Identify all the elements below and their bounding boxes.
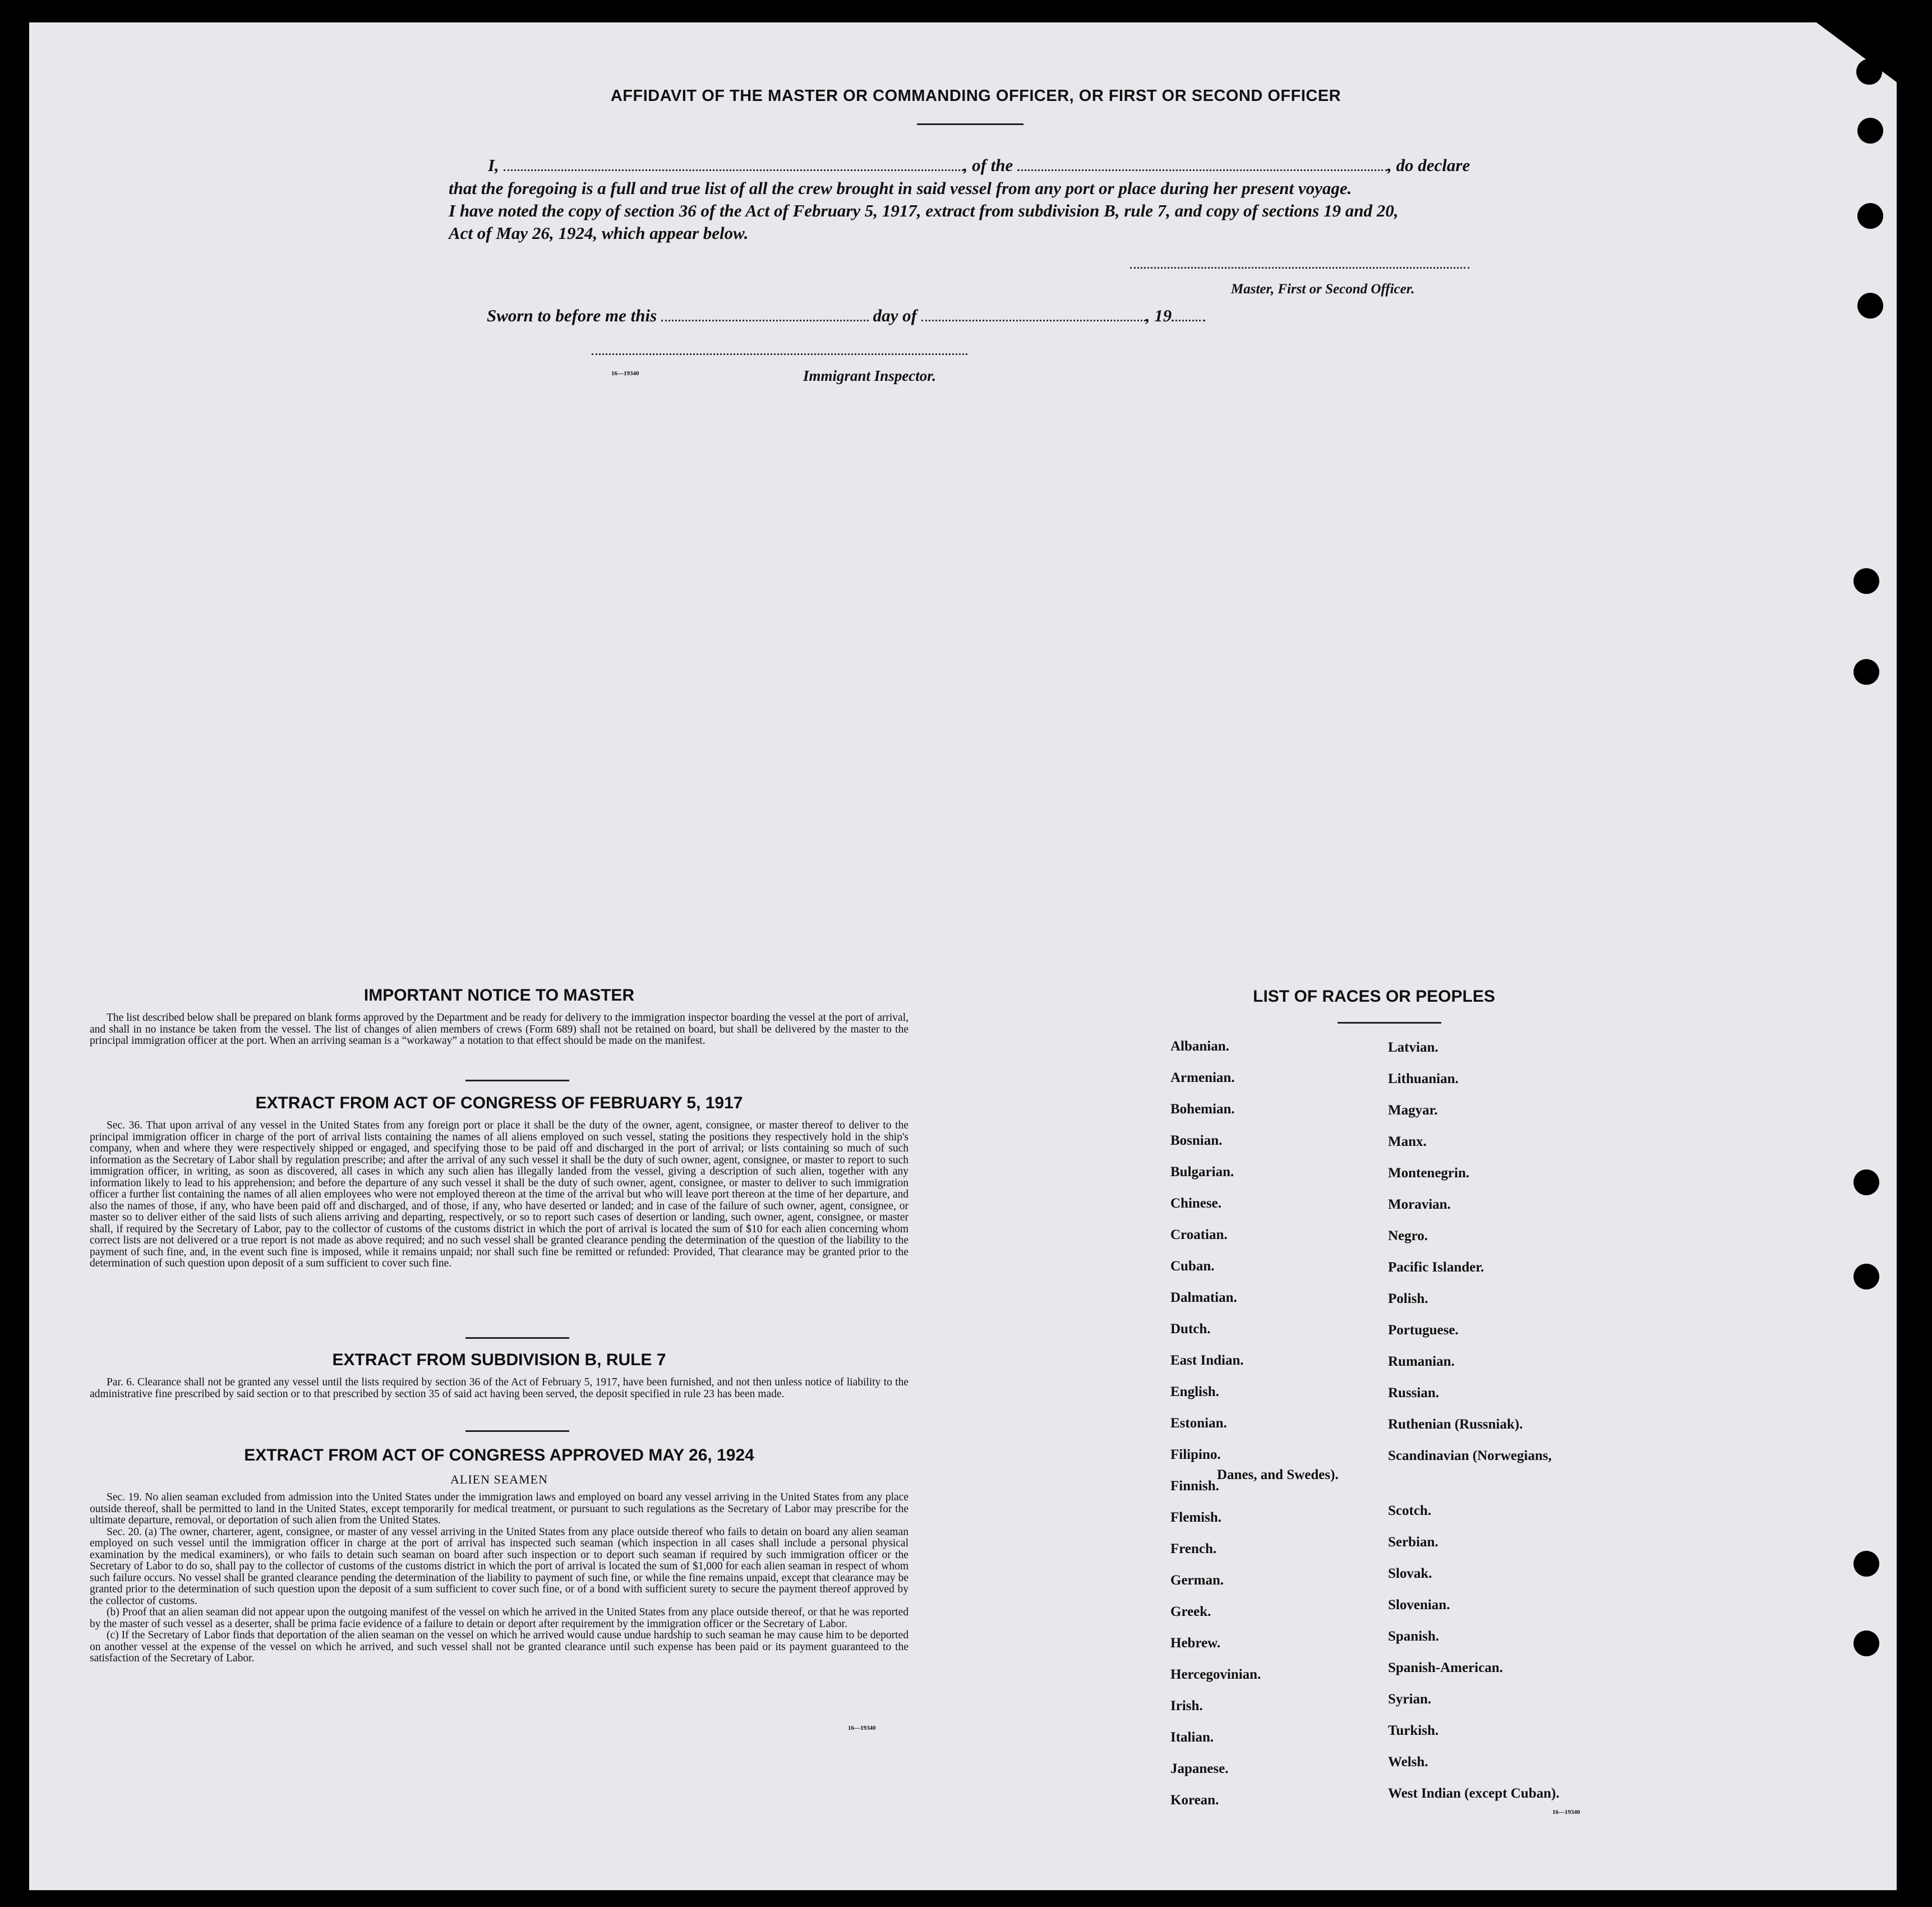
race-item: Bosnian. (1170, 1133, 1223, 1148)
affidavit-title: AFFIDAVIT OF THE MASTER OR COMMANDING OFFICER, OR FIRST OR SECOND OFFICER (610, 87, 1341, 105)
race-item: Slovenian. (1388, 1597, 1450, 1613)
race-item: Finnish. (1170, 1478, 1219, 1494)
race-item: Chinese. (1170, 1196, 1221, 1211)
race-item: West Indian (except Cuban). (1388, 1786, 1560, 1801)
declarant-prefix: I, (488, 155, 499, 175)
punch-hole (1857, 203, 1883, 229)
race-item: Polish. (1388, 1291, 1428, 1306)
master-signature-field[interactable] (1130, 267, 1469, 269)
sworn-day-field[interactable] (661, 303, 869, 321)
punch-hole (1853, 1169, 1879, 1195)
race-item: Portuguese. (1388, 1323, 1459, 1338)
race-item: Spanish-American. (1388, 1660, 1503, 1675)
extract-1924-text (90, 1492, 909, 1665)
race-item: Syrian. (1388, 1692, 1432, 1707)
punch-hole (1853, 1630, 1879, 1656)
sworn-line (487, 303, 1272, 327)
race-item: Flemish. (1170, 1510, 1221, 1525)
race-item: Irish. (1170, 1698, 1203, 1713)
race-item: Latvian. (1388, 1040, 1438, 1055)
sec-20c-text: (c) If the Secretary of Labor finds that deportation of the alien seaman on the vessel on which he arrived would cause undue hardship to such seaman he may cause him to be deported on another vessel at the expense of the vessel on which he arrived, and such vessel shall not be granted clearance until such expense has been paid or its payment guaranteed to the satisfaction of the Secretary of Labor. (90, 1629, 909, 1664)
race-item: Bulgarian. (1170, 1164, 1234, 1180)
race-item: Armenian. (1170, 1070, 1235, 1085)
race-item: Montenegrin. (1388, 1166, 1470, 1181)
sec-20a-text: Sec. 20. (a) The owner, charterer, agent, consignee, or master of any vessel arriving in the United States from any place outside thereof who fails to detain on board any alien seaman employed on such vessel until the immigration officer in charge at the port of arrival has inspected such seaman (which inspection in all cases shall include a personal physical examination by the medical examiners), or who fails to detain such seaman on board after such inspection or to deport such seaman if required by such immigration officer or the Secretary of Labor to do so, shall pay to the collector of customs of the customs district in which the port of arrival is located the sum of $1,000 for each alien seaman in respect of whom such failure occurs. No vessel shall be granted clearance pending the determination of the liability to payment of such fine, or while the fine remains unpaid, except that clearance may be granted prior to the determination of such question upon the deposit of a sum sufficient to cover such fine, or of a bond with sufficient surety to secure the payment thereof approved by the collector of customs. (90, 1526, 909, 1607)
race-item: Ruthenian (Russniak). (1388, 1417, 1523, 1432)
race-item: Italian. (1170, 1730, 1214, 1745)
race-item: Scandinavian (Norwegians, (1388, 1448, 1552, 1463)
race-item: East Indian. (1170, 1353, 1244, 1368)
race-item: Welsh. (1388, 1754, 1428, 1770)
affidavit-text-line: that the foregoing is a full and true list of all the crew brought in said vessel from any port or place during her present voyage. (449, 178, 1352, 198)
section-divider (465, 1080, 569, 1081)
notice-title: IMPORTANT NOTICE TO MASTER (363, 986, 635, 1005)
affidavit-text-line: I have noted the copy of section 36 of the Act of February 5, 1917, extract from subdivision B, rule 7, and copy of sections 19 and 20, (449, 201, 1399, 220)
race-item: Moravian. (1388, 1197, 1451, 1212)
race-item: Danes, and Swedes). (1217, 1467, 1339, 1482)
section-divider (465, 1337, 569, 1339)
sworn-month-field[interactable] (921, 303, 1146, 321)
punch-hole (1853, 1551, 1879, 1577)
race-item: Scotch. (1388, 1503, 1432, 1518)
punch-hole (1853, 568, 1879, 594)
race-item: Turkish. (1388, 1723, 1439, 1738)
title-underline (1338, 1022, 1441, 1024)
race-item: Lithuanian. (1388, 1071, 1459, 1086)
extract-rule7-text: Par. 6. Clearance shall not be granted any vessel until the lists required by section 36 of the Act of February 5, 1917, have been furnished, and not then unless notice of liability to the administrative fine prescribed by said section or to that prescribed by section 35 of said act having been served, the deposit specified in rule 23 has been made. (90, 1376, 909, 1400)
punch-hole (1853, 659, 1879, 685)
punch-hole (1857, 118, 1883, 144)
vessel-name-field[interactable] (1017, 153, 1387, 171)
alien-seamen-subtitle: ALIEN SEAMEN (450, 1472, 548, 1486)
race-item: Spanish. (1388, 1629, 1440, 1644)
extract-1917-text: Sec. 36. That upon arrival of any vessel in the United States from any foreign port or place it shall be the duty of the owner, agent, consignee, or master thereof to deliver to the principal immigration officer in charge of the port of arrival lists containing the names of all aliens employed on such vessel, stating the positions they respectively hold in the ship's company, when and where they were respectively shipped or engaged, and specifying those to be paid off and discharged in the port of arrival; or lists containing so much of such information as the Secretary of Labor shall by regulation prescribe; and after the arrival of any such vessel it shall be the duty of such owner, agent, consignee, or master to report to such immigration officer, in writing, as soon as discovered, all cases in which any such alien has illegally landed from the vessel, giving a description of such alien, together with any information likely to lead to his apprehension; and before the departure of any such vessel it shall be the duty of such owner, agent, consignee, or master to deliver to such immigration officer a further list containing the names of all alien employees who were not employed thereon at the time of the arrival but who will leave port thereon at the time of her departure, and also the names of those, if any, who have been paid off and discharged, and of those, if any, who have deserted or landed; and in case of the failure of such owner, agent, consignee, or master so to deliver either of the said lists of such aliens arriving and departing, respectively, or so to report such cases of desertion or landing, such owner, agent, consignee, or master shall, if required by the Secretary of Labor, pay to the collector of customs of the customs district in which the port of arrival is located the sum of $10 for each alien concerning whom correct lists are not delivered or a true report is not made as above required; and no such vessel shall be granted clearance pending the determination of the question of the liability to the payment of such fine, and, in the event such fine is imposed, while it remains unpaid; nor shall such fine be remitted or refunded: Provided, That clearance may be granted prior to the determination of such question upon deposit of a sum sufficient to cover such fine. (90, 1120, 909, 1269)
race-item: Greek. (1170, 1604, 1211, 1619)
race-item: French. (1170, 1541, 1217, 1556)
sec-19-text: Sec. 19. No alien seaman excluded from admission into the United States under the immigration laws and employed on board any vessel arriving in the United States from any place outside thereof, shall be permitted to land in the United States, except temporarily for medical treatment, or pursuant to such regulations as the Secretary of Labor may prescribe for the ultimate departure, removal, or deportation of such alien from the United States. (90, 1491, 909, 1526)
affidavit-declaration-line (488, 153, 1553, 177)
race-item: Filipino. (1170, 1447, 1221, 1462)
declarant-name-field[interactable] (504, 153, 963, 171)
race-item: Slovak. (1388, 1566, 1432, 1581)
inspector-signature-field[interactable] (592, 353, 967, 355)
notice-text: The list described below shall be prepared on blank forms approved by the Department and be ready for delivery to the immigration inspector boarding the vessel at the port of arrival, and shall in no instance be taken from the vessel. The list of changes of alien members of crews (Form 689) shall not be retained on board, but shall be delivered by the master to the principal immigration officer at the port. When an arriving seaman is a “workaway” a notation to that effect should be made on the manifest. (90, 1012, 909, 1047)
race-item: Bohemian. (1170, 1102, 1235, 1117)
race-item: Estonian. (1170, 1416, 1227, 1431)
title-underline (917, 123, 1023, 125)
punch-hole (1857, 293, 1883, 319)
race-item: Pacific Islander. (1388, 1260, 1484, 1275)
race-item: German. (1170, 1573, 1224, 1588)
do-declare-label: , do declare (1387, 155, 1470, 175)
race-item: Dutch. (1170, 1321, 1211, 1337)
races-title: LIST OF RACES OR PEOPLES (1253, 987, 1495, 1006)
race-item: Magyar. (1388, 1103, 1438, 1118)
race-item: Croatian. (1170, 1227, 1228, 1242)
punch-hole (1856, 59, 1882, 85)
race-item: English. (1170, 1384, 1219, 1399)
year-prefix-label: , 19 (1145, 306, 1172, 325)
punch-hole (1853, 1264, 1879, 1289)
race-item: Korean. (1170, 1793, 1219, 1808)
race-item: Cuban. (1170, 1259, 1215, 1274)
extract-rule7-title: EXTRACT FROM SUBDIVISION B, RULE 7 (332, 1351, 666, 1369)
day-of-label: day of (873, 306, 917, 325)
race-item: Japanese. (1170, 1761, 1229, 1776)
race-item: Serbian. (1388, 1535, 1438, 1550)
race-item: Albanian. (1170, 1039, 1229, 1054)
sec-20b-text: (b) Proof that an alien seaman did not appear upon the outgoing manifest of the vessel on which he arrived in the United States from any place outside thereof, or that he was reported by the master of such vessel as a deserter, shall be prima facie evidence of a failure to detain or deport after requirement by the immigration officer or the Secretary of Labor. (90, 1606, 909, 1630)
race-item: Rumanian. (1388, 1354, 1455, 1369)
race-item: Manx. (1388, 1134, 1427, 1149)
race-item: Hercegovinian. (1170, 1667, 1261, 1682)
affidavit-text-line: Act of May 26, 1924, which appear below. (449, 223, 749, 243)
extract-1917-title: EXTRACT FROM ACT OF CONGRESS OF FEBRUARY 5, 1917 (255, 1094, 743, 1112)
of-the-label: , of the (963, 155, 1013, 175)
form-number: 16—19340 (611, 370, 639, 377)
race-item: Negro. (1388, 1228, 1428, 1243)
inspector-caption: Immigrant Inspector. (803, 367, 937, 384)
section-divider (465, 1430, 569, 1432)
race-item: Russian. (1388, 1385, 1440, 1401)
race-item: Dalmatian. (1170, 1290, 1237, 1305)
sworn-label: Sworn to before me this (487, 306, 657, 325)
extract-1924-title: EXTRACT FROM ACT OF CONGRESS APPROVED MAY 26, 1924 (244, 1446, 754, 1464)
race-item: Hebrew. (1170, 1636, 1221, 1651)
sworn-year-field[interactable] (1172, 303, 1205, 321)
master-signature-caption: Master, First or Second Officer. (1231, 282, 1415, 297)
form-number: 16—19340 (848, 1725, 876, 1731)
form-number: 16—19340 (1552, 1809, 1580, 1816)
